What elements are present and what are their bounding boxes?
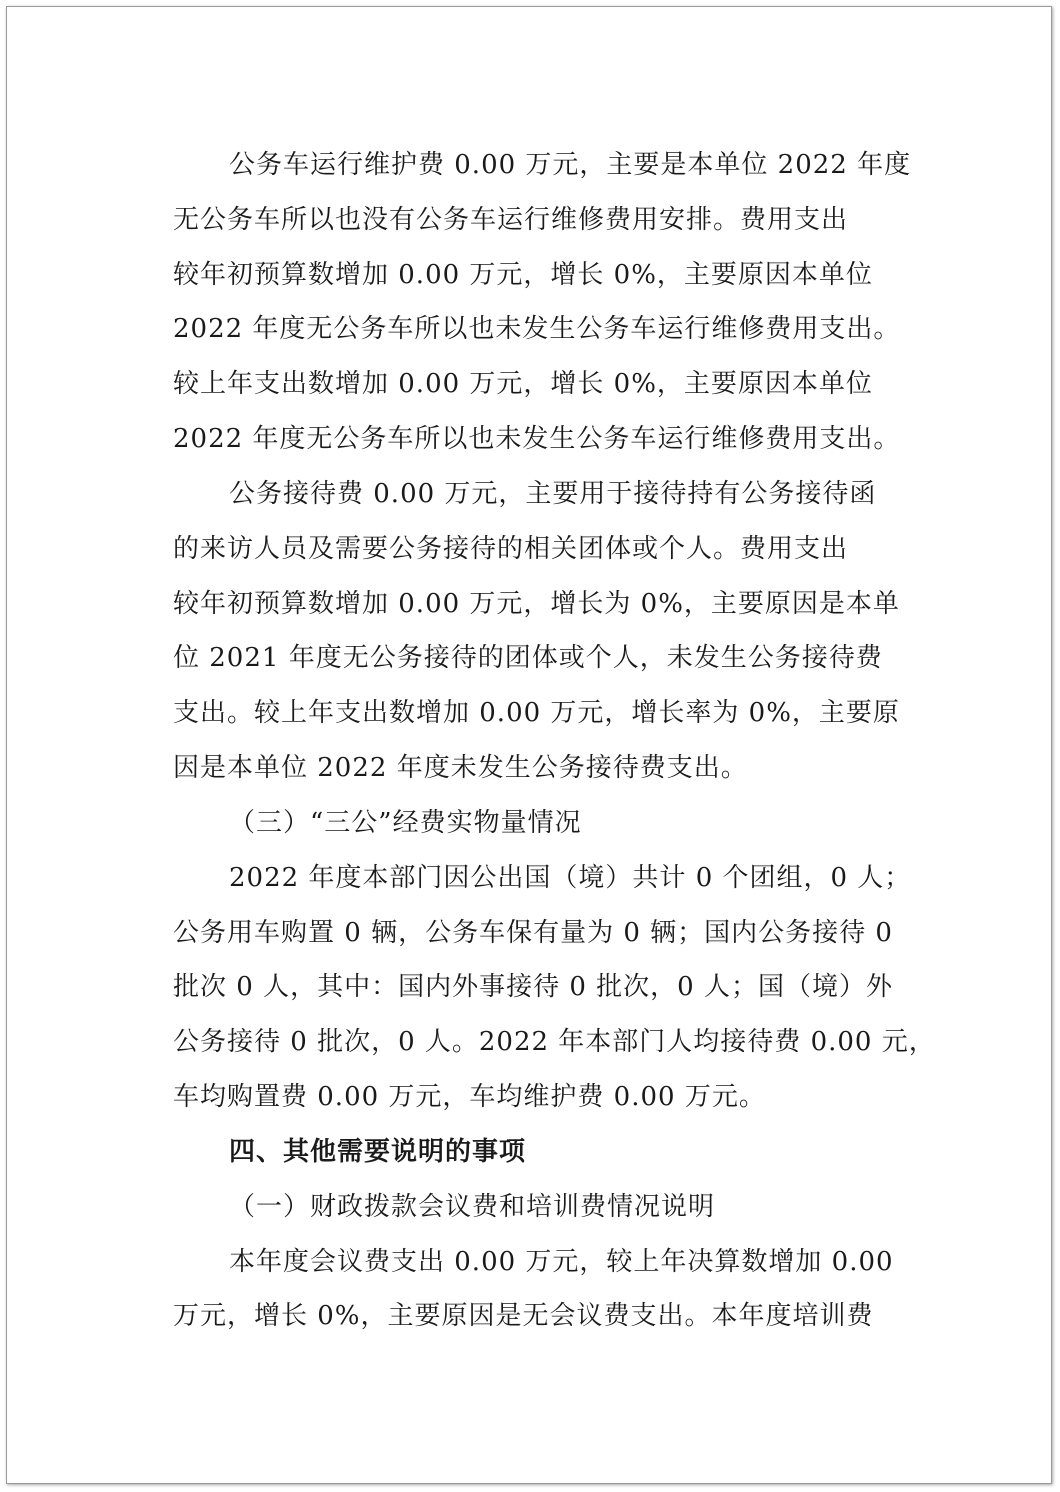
paragraph-line: 较上年支出数增加 0.00 万元，增长 0%，主要原因本单位 bbox=[173, 369, 873, 399]
paragraph-line: 公务车运行维护费 0.00 万元，主要是本单位 2022 年度 bbox=[229, 150, 912, 180]
paragraph-line: 的来访人员及需要公务接待的相关团体或个人。费用支出 bbox=[173, 534, 849, 564]
paragraph-line: 公务接待 0 批次，0 人。2022 年本部门人均接待费 0.00 元， bbox=[173, 1027, 936, 1057]
paragraph-line: 公务用车购置 0 辆，公务车保有量为 0 辆；国内公务接待 0 bbox=[173, 918, 893, 948]
paragraph-line: 因是本单位 2022 年度未发生公务接待费支出。 bbox=[173, 753, 748, 783]
paragraph-line: 本年度会议费支出 0.00 万元，较上年决算数增加 0.00 bbox=[229, 1247, 894, 1277]
section-heading: （三）“三公”经费实物量情况 bbox=[229, 808, 582, 838]
paragraph-line: 2022 年度无公务车所以也未发生公务车运行维修费用支出。 bbox=[173, 314, 901, 344]
subsection-heading: （一）财政拨款会议费和培训费情况说明 bbox=[229, 1192, 716, 1222]
paragraph-line: 万元，增长 0%，主要原因是无会议费支出。本年度培训费 bbox=[173, 1301, 874, 1331]
paragraph-line: 车均购置费 0.00 万元，车均维护费 0.00 万元。 bbox=[173, 1082, 766, 1112]
paragraph-line: 位 2021 年度无公务接待的团体或个人，未发生公务接待费 bbox=[173, 643, 883, 673]
paragraph-line: 较年初预算数增加 0.00 万元，增长为 0%，主要原因是本单 bbox=[173, 589, 900, 619]
paragraph-line: 公务接待费 0.00 万元，主要用于接待持有公务接待函 bbox=[229, 479, 877, 509]
paragraph-line: 无公务车所以也没有公务车运行维修费用安排。费用支出 bbox=[173, 205, 849, 235]
paragraph-line: 批次 0 人，其中：国内外事接待 0 批次，0 人；国（境）外 bbox=[173, 972, 893, 1002]
paragraph-line: 2022 年度无公务车所以也未发生公务车运行维修费用支出。 bbox=[173, 424, 901, 454]
paragraph-line: 支出。较上年支出数增加 0.00 万元，增长率为 0%，主要原 bbox=[173, 698, 900, 728]
paragraph-line: 2022 年度本部门因公出国（境）共计 0 个团组，0 人； bbox=[229, 863, 912, 893]
document-page bbox=[6, 6, 1052, 1484]
section-heading-bold: 四、其他需要说明的事项 bbox=[229, 1137, 527, 1167]
paragraph-line: 较年初预算数增加 0.00 万元，增长 0%，主要原因本单位 bbox=[173, 260, 873, 290]
